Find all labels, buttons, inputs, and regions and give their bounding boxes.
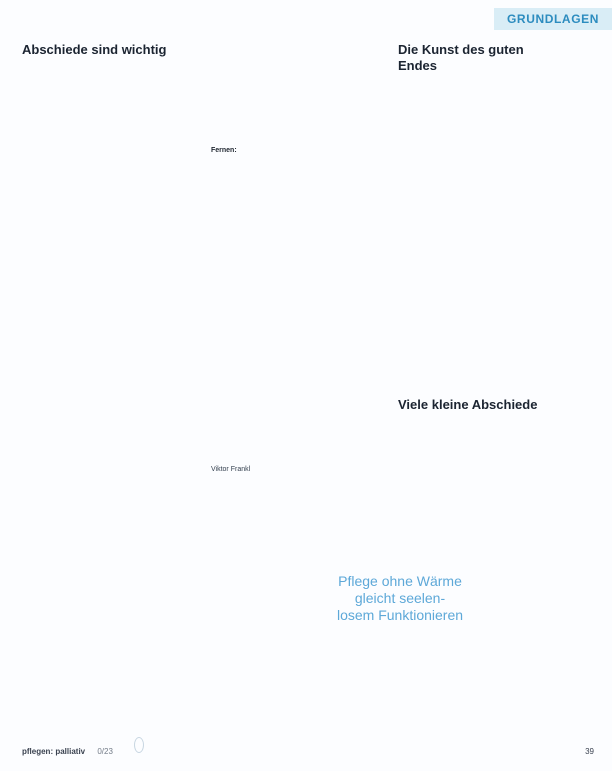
speaker-label: Fernen: [211, 147, 237, 154]
left-paragraph-3 [22, 278, 186, 371]
middle-paragraph-3 [211, 362, 375, 455]
section-heading-abschiede: Abschiede sind wichtig [22, 42, 167, 57]
middle-quote-intro [211, 36, 375, 146]
middle-paragraph-1 [211, 156, 375, 249]
right-paragraph-1 [398, 88, 562, 181]
footer-publication [22, 747, 113, 756]
right-paragraph-6 [398, 633, 562, 726]
page-number: 39 [585, 747, 594, 756]
middle-paragraph-2 [211, 259, 375, 352]
publication-name: pflegen: palliativ [22, 747, 86, 756]
middle-speaker-row [211, 146, 375, 156]
named-reference: Viktor Frankl [211, 465, 251, 473]
issue-label: 0/23 [97, 747, 113, 756]
pull-quote: Pflege ohne Wärme gleicht seelen- losem Funktionieren [320, 565, 480, 632]
section-tag: GRUNDLAGEN [494, 8, 612, 30]
right-paragraph-2 [398, 191, 562, 284]
left-column [22, 42, 186, 507]
right-paragraph-4 [398, 427, 562, 520]
middle-column [211, 42, 375, 474]
right-paragraph-3 [398, 294, 562, 387]
left-paragraph-1 [22, 72, 186, 165]
left-quote [22, 387, 186, 507]
quote-mark-icon [134, 737, 144, 753]
section-heading-kunst: Die Kunst des guten Endes [398, 42, 524, 73]
section-heading-viele: Viele kleine Abschiede [398, 397, 538, 412]
left-paragraph-2 [22, 175, 186, 268]
